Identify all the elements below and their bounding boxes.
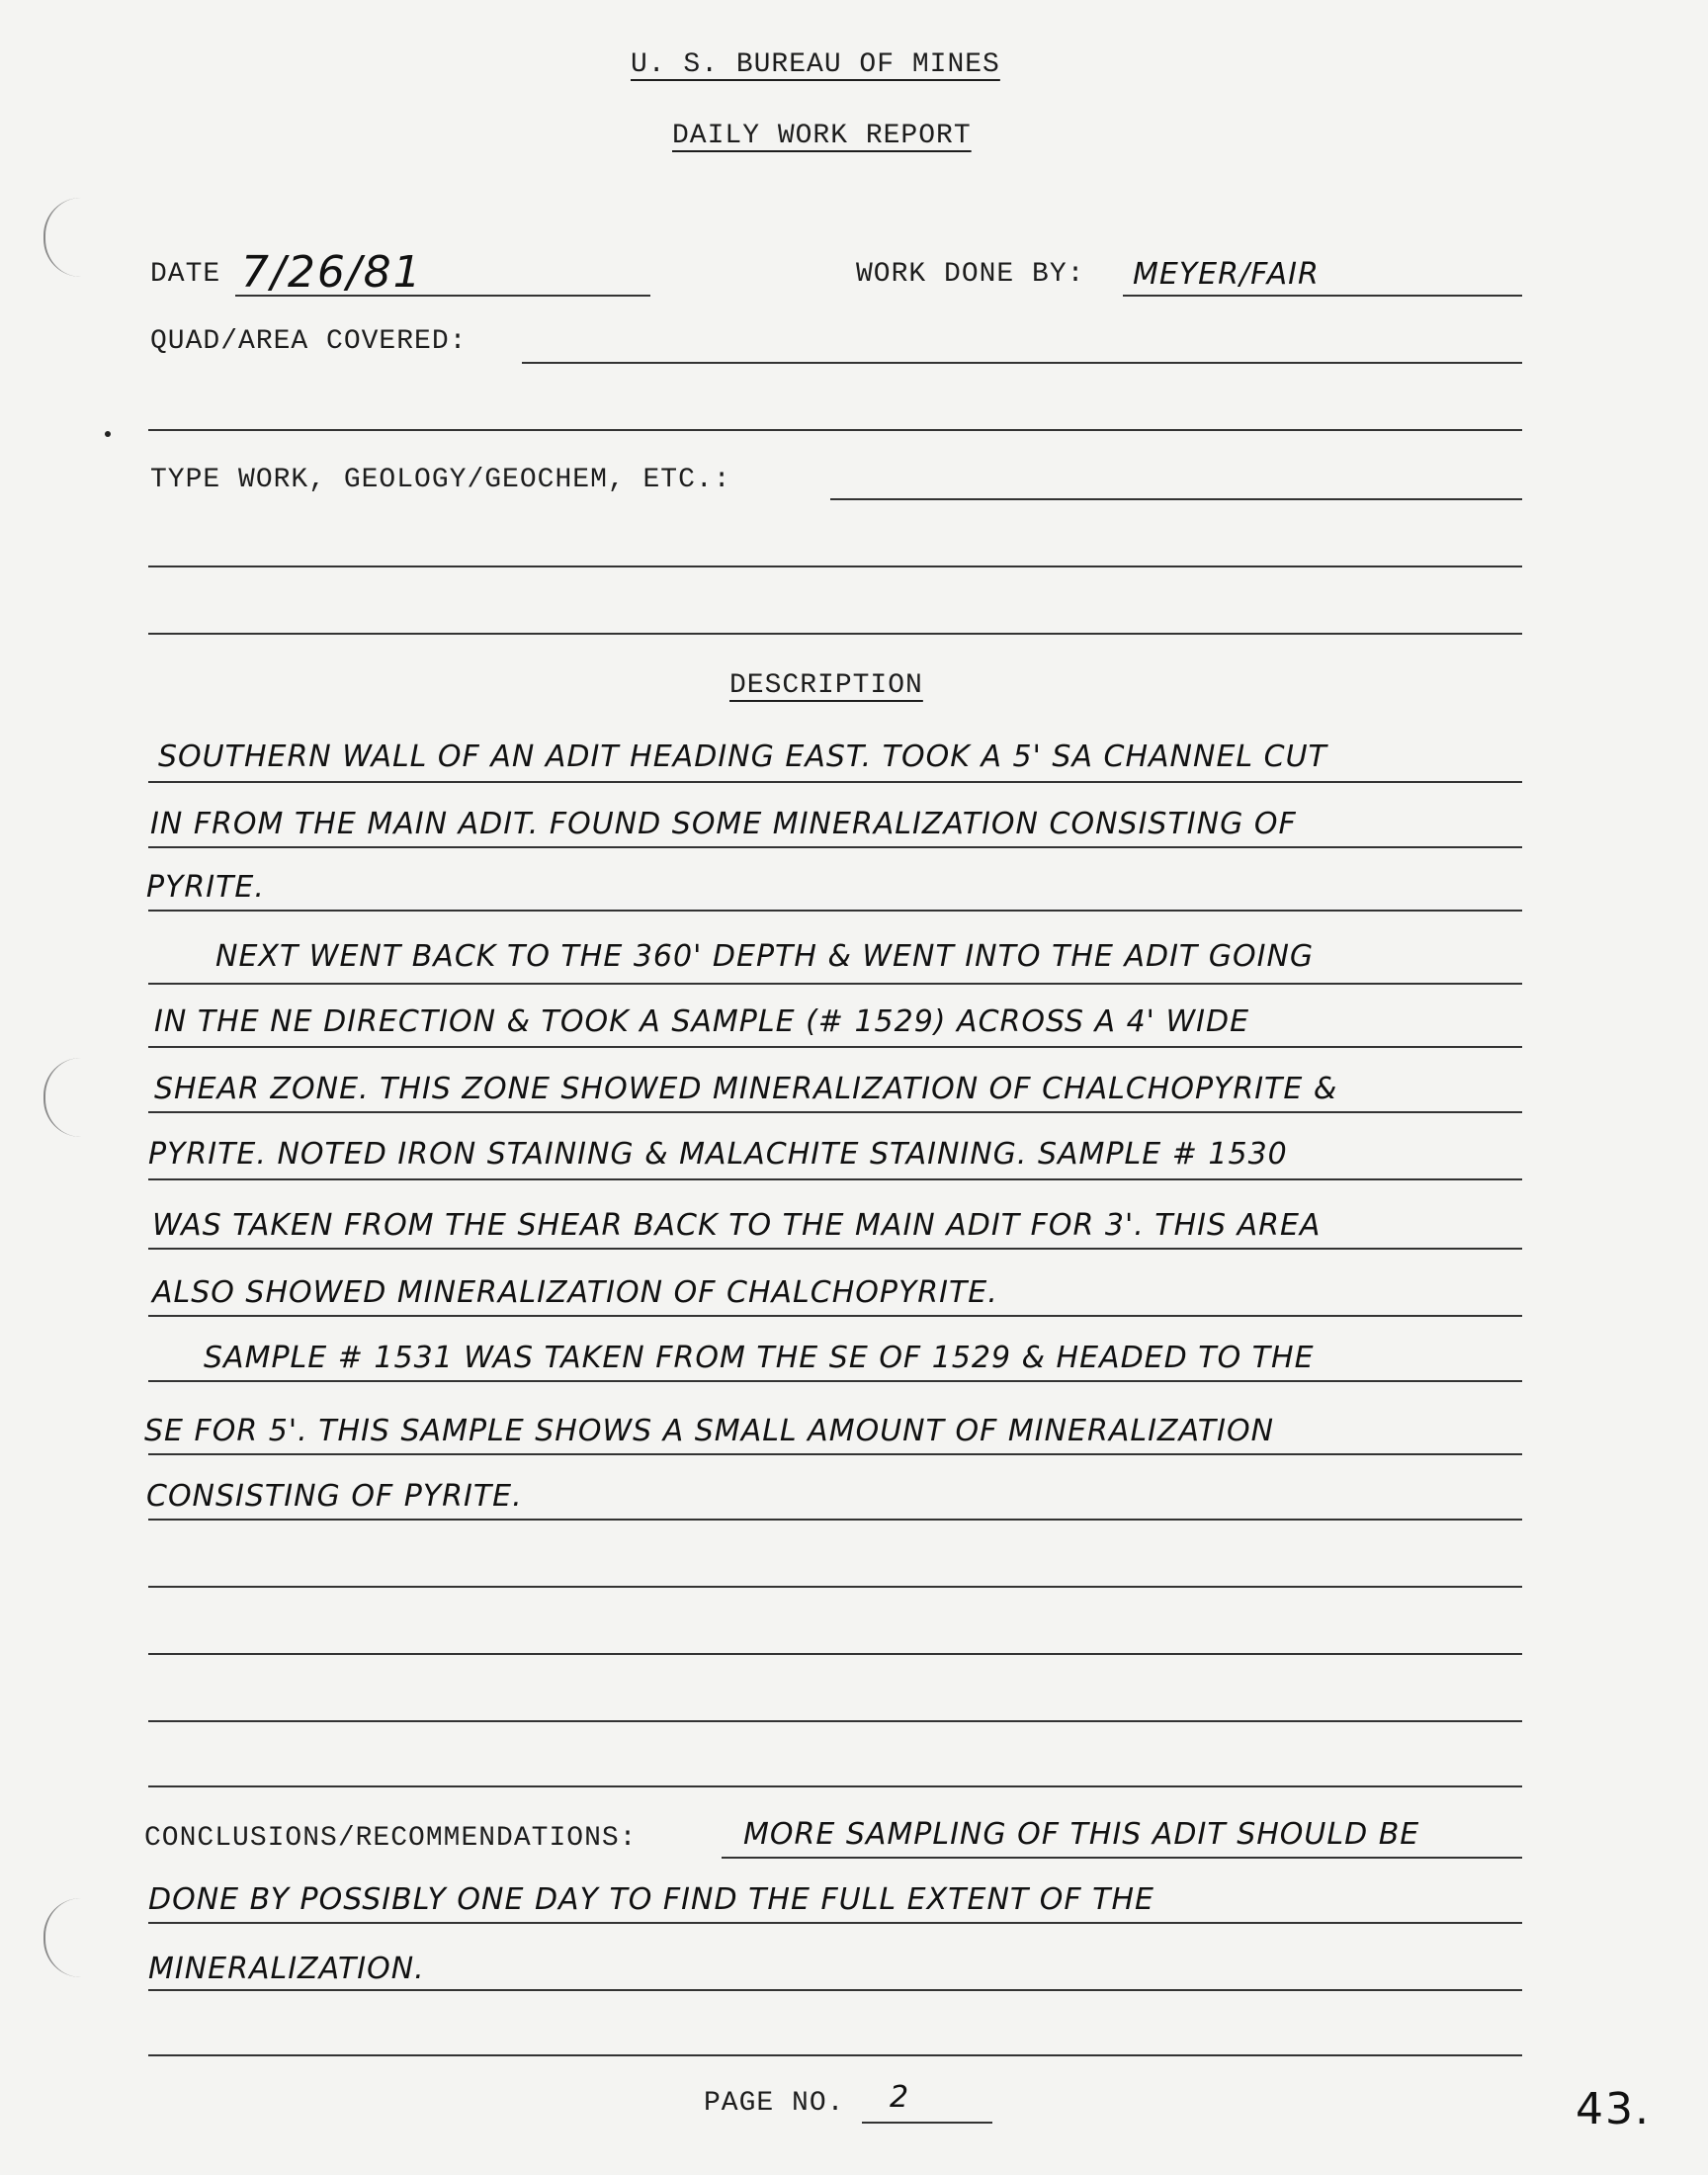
description-rule	[148, 1785, 1522, 1787]
description-line: IN FROM THE MAIN ADIT. FOUND SOME MINERALIZATION CONSISTING OF	[150, 807, 1297, 841]
description-rule	[148, 1178, 1522, 1180]
conclusions-line: DONE BY POSSIBLY ONE DAY TO FIND THE FULL EXTENT OF THE	[148, 1882, 1154, 1917]
type-work-underline	[830, 498, 1522, 500]
description-line: SE FOR 5'. THIS SAMPLE SHOWS A SMALL AMOUNT OF MINERALIZATION	[144, 1414, 1275, 1448]
description-line: PYRITE. NOTED IRON STAINING & MALACHITE STAINING. SAMPLE # 1530	[148, 1137, 1288, 1172]
work-done-by-underline	[1123, 295, 1522, 297]
quad-area-line-2	[148, 429, 1522, 431]
conclusions-rule	[148, 1922, 1522, 1924]
description-rule	[148, 1315, 1522, 1317]
description-line: SOUTHERN WALL OF AN ADIT HEADING EAST. TOOK A 5' SA CHANNEL CUT	[158, 740, 1327, 774]
type-work-line-3	[148, 633, 1522, 635]
date-label: DATE	[150, 259, 221, 290]
description-line: SAMPLE # 1531 WAS TAKEN FROM THE SE OF 1529 & HEADED TO THE	[204, 1341, 1315, 1375]
description-rule	[148, 1046, 1522, 1048]
description-rule	[148, 983, 1522, 985]
description-line: PYRITE.	[146, 870, 265, 905]
sheet-number: 43.	[1576, 2084, 1651, 2134]
description-line: CONSISTING OF PYRITE.	[146, 1479, 523, 1514]
quad-area-underline	[522, 362, 1522, 364]
type-work-label: TYPE WORK, GEOLOGY/GEOCHEM, ETC.:	[150, 465, 731, 495]
description-rule	[148, 1453, 1522, 1455]
conclusions-line: MORE SAMPLING OF THIS ADIT SHOULD BE	[743, 1817, 1420, 1852]
description-rule	[148, 1111, 1522, 1113]
quad-area-label: QUAD/AREA COVERED:	[150, 326, 468, 357]
conclusions-rule	[148, 1989, 1522, 1991]
type-work-line-2	[148, 566, 1522, 567]
punch-hole-top	[43, 198, 81, 277]
description-line: ALSO SHOWED MINERALIZATION OF CHALCHOPYRITE.	[152, 1275, 998, 1310]
description-rule	[148, 1653, 1522, 1655]
description-line: SHEAR ZONE. THIS ZONE SHOWED MINERALIZATION OF CHALCHOPYRITE &	[154, 1072, 1338, 1106]
report-title: DAILY WORK REPORT	[672, 121, 972, 151]
description-rule	[148, 910, 1522, 912]
conclusions-rule	[722, 1857, 1522, 1859]
description-line: IN THE NE DIRECTION & TOOK A SAMPLE (# 1529) ACROSS A 4' WIDE	[154, 1004, 1250, 1039]
page-number-value: 2	[890, 2080, 910, 2115]
description-line: WAS TAKEN FROM THE SHEAR BACK TO THE MAIN ADIT FOR 3'. THIS AREA	[152, 1208, 1322, 1243]
page-number-underline	[862, 2122, 992, 2124]
work-done-by-value: MEYER/FAIR	[1133, 257, 1320, 292]
conclusions-line: MINERALIZATION.	[148, 1952, 425, 1986]
description-rule	[148, 1586, 1522, 1588]
conclusions-rule	[148, 2054, 1522, 2056]
speck-mark	[105, 431, 111, 437]
description-rule	[148, 1519, 1522, 1521]
description-rule	[148, 781, 1522, 783]
description-line: NEXT WENT BACK TO THE 360' DEPTH & WENT INTO THE ADIT GOING	[215, 939, 1315, 974]
description-rule	[148, 846, 1522, 848]
date-value: 7/26/81	[241, 247, 423, 298]
description-rule	[148, 1380, 1522, 1382]
work-done-by-label: WORK DONE BY:	[856, 259, 1085, 290]
page-number-label: PAGE NO.	[704, 2088, 845, 2119]
agency-heading: U. S. BUREAU OF MINES	[631, 49, 1000, 80]
description-heading: DESCRIPTION	[729, 670, 923, 701]
punch-hole-bottom	[43, 1898, 81, 1977]
conclusions-label: CONCLUSIONS/RECOMMENDATIONS:	[144, 1823, 638, 1854]
description-rule	[148, 1720, 1522, 1722]
punch-hole-middle	[43, 1058, 81, 1137]
description-rule	[148, 1248, 1522, 1250]
